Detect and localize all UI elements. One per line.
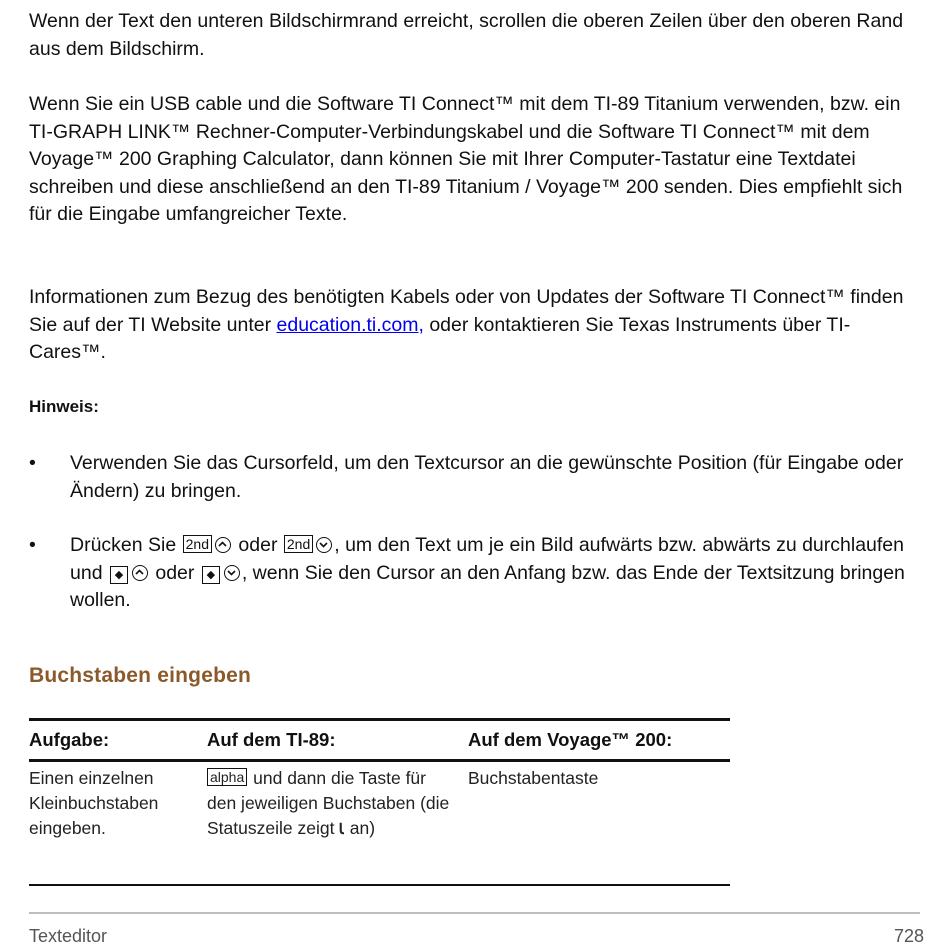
arrow-down-icon [316,537,332,553]
education-link[interactable]: education.ti.com, [276,313,424,336]
table-cell-task: Einen einzelnen Kleinbuchstaben eingeben. [29,768,159,838]
arrow-up-icon [132,565,148,581]
table-header-task: Aufgabe: [29,729,110,750]
letters-table [29,718,730,886]
footer-divider [29,912,920,914]
bullet-text [70,532,924,615]
key-diamond: ◆ [110,566,128,584]
section-heading: Buchstaben eingeben [29,664,252,687]
table-cell-voyage: Buchstabentaste [468,768,599,788]
bullet-text-part: , um den Text um je ein Bild aufwärts bzw. abwärts zu durchlaufen und [70,534,904,584]
footer-chapter: Texteditor [29,926,108,946]
bullet-text-part: oder [233,534,283,556]
key-2nd: 2nd [183,535,212,553]
arrow-down-icon [224,565,240,581]
table-header-row [29,721,730,759]
bullet-text-part: , wenn Sie den Cursor an den Anfang bzw. das Ende der Textsitzung bringen wollen. [70,561,905,611]
key-diamond: ◆ [202,566,220,584]
table-bottom-rule [29,884,730,886]
bullet-dot: • [29,452,36,474]
paragraph-connect: Wenn Sie ein USB cable und die Software TI Connect™ mit dem TI-89 Titanium verwenden, bzw. ein TI-GRAPH LINK™ Rechner-Computer-Verbindungskabel und die Software TI Connect™ mit dem Voyage™ 200 Graphing Calculator, dann können Sie mit Ihrer Computer-Tastatur eine Textdatei schreiben und diese anschließend an den TI-89 Titanium / Voyage™ 200 senden. Dies empfiehlt sich für die Eingabe umfangreicher Texte. [29,93,903,225]
table-row [29,762,730,884]
table-cell-ti89-end: an) [349,818,376,838]
bullet-text-part: oder [149,561,200,584]
info-text-after: oder kontaktieren Sie Texas Instruments über TI-Cares™. [29,313,851,363]
table-cell-ti89 [207,766,468,884]
bullet-text-part: Drücken Sie [70,534,182,556]
page-number: 728 [893,926,924,946]
info-text-before: Informationen zum Bezug des benötigten Kabels oder von Updates der Software TI Connect™ finden Sie auf der TI Website unter [29,286,904,336]
table-cell-ti89-text: und dann die Taste für den jeweiligen Buchstaben (die Statuszeile zeigt [207,768,450,838]
table-header-ti89: Auf dem TI-89: [207,729,336,750]
note-label: Hinweis: [29,397,99,416]
arrow-up-icon [215,537,231,553]
bullet-text: Verwenden Sie das Cursorfeld, um den Textcursor an die gewünschte Position (für Eingabe oder Ändern) zu bringen. [70,452,904,502]
key-2nd: 2nd [284,535,313,553]
paragraph-info [29,284,924,367]
paragraph-scroll: Wenn der Text den unteren Bildschirmrand erreicht, scrollen die oberen Zeilen über den oberen Rand aus dem Bildschirm. [29,10,904,60]
table-header-voyage: Auf dem Voyage™ 200: [468,729,673,750]
bullet-dot: • [29,534,36,556]
lowercase-status-icon: Ꙇ [338,821,344,838]
key-alpha: alpha [207,768,247,786]
